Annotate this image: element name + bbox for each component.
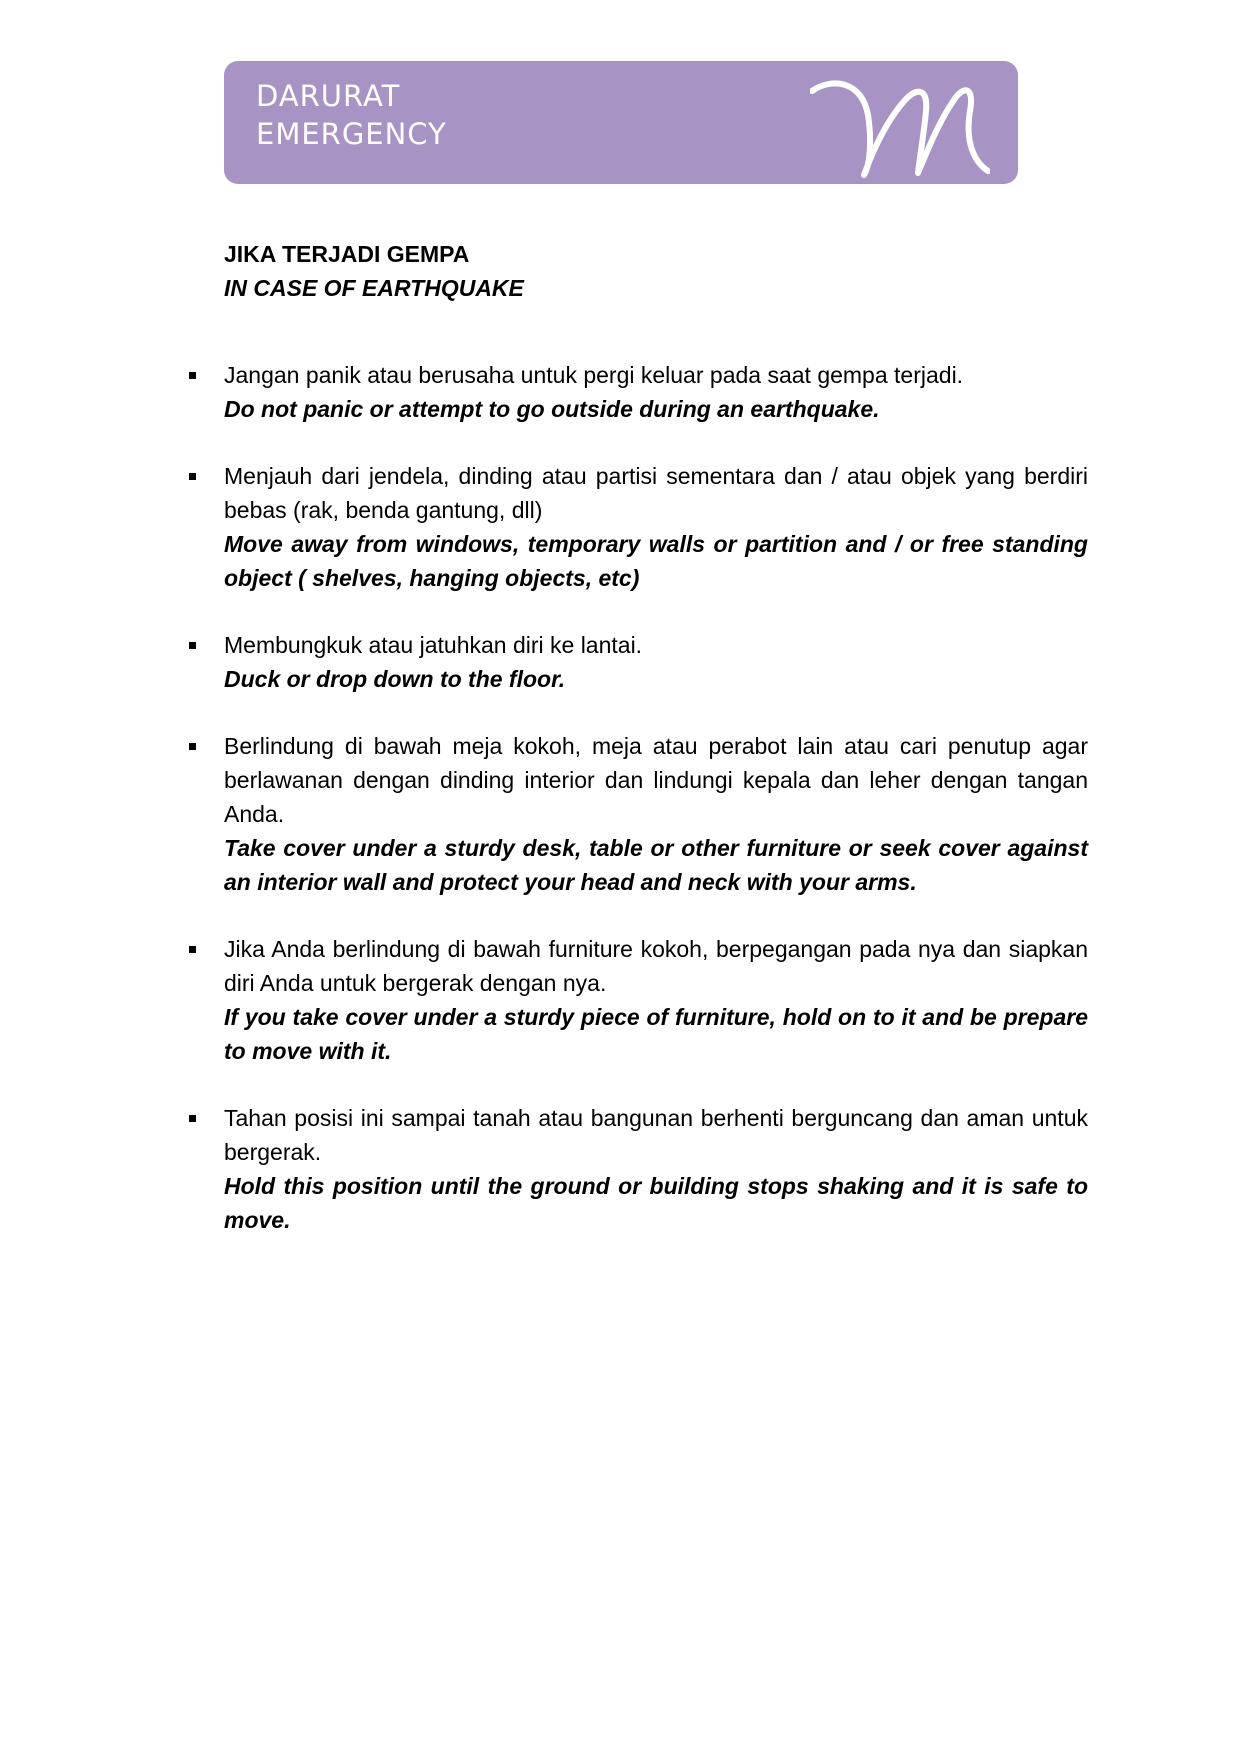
heading-english: IN CASE OF EARTHQUAKE <box>224 275 524 301</box>
instruction-indonesian: Berlindung di bawah meja kokoh, meja atau perabot lain atau cari penutup agar berlawanan dengan dinding interior dan lindungi kepala dan leher dengan tangan Anda. <box>224 733 1088 827</box>
instruction-list <box>188 358 1088 1270</box>
banner-title <box>256 77 447 153</box>
square-bullet-icon <box>189 372 196 379</box>
list-item <box>188 932 1088 1068</box>
instruction-english: Move away from windows, temporary walls or partition and / or free standing object ( shelves, hanging objects, etc) <box>224 531 1088 591</box>
instruction-english: If you take cover under a sturdy piece of furniture, hold on to it and be prepare to move with it. <box>224 1004 1088 1064</box>
instruction-english: Duck or drop down to the floor. <box>224 666 566 692</box>
square-bullet-icon <box>189 743 196 750</box>
instruction-indonesian: Jangan panik atau berusaha untuk pergi keluar pada saat gempa terjadi. <box>224 362 964 388</box>
instruction-indonesian: Jika Anda berlindung di bawah furniture kokoh, berpegangan pada nya dan siapkan diri Anda untuk bergerak dengan nya. <box>224 936 1088 996</box>
list-item <box>188 459 1088 595</box>
m-script-logo-icon <box>810 75 990 179</box>
banner-title-en: EMERGENCY <box>256 117 447 151</box>
list-item <box>188 729 1088 899</box>
list-item <box>188 1101 1088 1237</box>
square-bullet-icon <box>189 473 196 480</box>
instruction-english: Hold this position until the ground or building stops shaking and it is safe to move. <box>224 1173 1088 1233</box>
square-bullet-icon <box>189 642 196 649</box>
list-item <box>188 628 1088 696</box>
instruction-indonesian: Tahan posisi ini sampai tanah atau bangunan berhenti berguncang dan aman untuk bergerak. <box>224 1105 1088 1165</box>
square-bullet-icon <box>189 946 196 953</box>
instruction-indonesian: Menjauh dari jendela, dinding atau partisi sementara dan / atau objek yang berdiri bebas (rak, benda gantung, dll) <box>224 463 1088 523</box>
instruction-indonesian: Membungkuk atau jatuhkan diri ke lantai. <box>224 632 643 658</box>
instruction-english: Do not panic or attempt to go outside during an earthquake. <box>224 396 880 422</box>
heading-indonesian: JIKA TERJADI GEMPA <box>224 241 470 267</box>
emergency-banner <box>224 61 1018 184</box>
banner-title-id: DARURAT <box>256 79 401 113</box>
instruction-english: Take cover under a sturdy desk, table or other furniture or seek cover against an interior wall and protect your head and neck with your arms. <box>224 835 1088 895</box>
list-item <box>188 358 1088 426</box>
section-heading <box>224 237 524 305</box>
square-bullet-icon <box>189 1115 196 1122</box>
